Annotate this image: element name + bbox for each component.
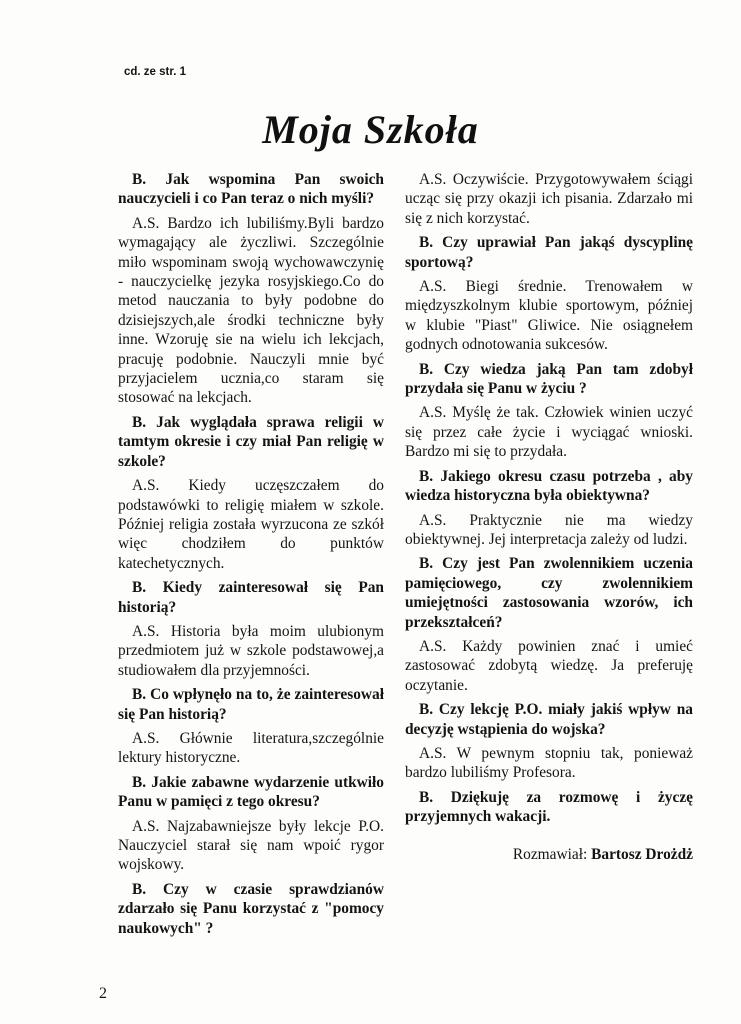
page-number: 2 <box>99 985 107 1002</box>
interview-answer: A.S. Myślę że tak. Człowiek winien uczyć się przez całe życie i wyciągać wnioski. Bardzo mi się to przydała. <box>405 404 693 461</box>
interview-question: B. Czy uprawiał Pan jakąś dyscyplinę sportową? <box>405 234 693 271</box>
interview-answer: A.S. Każdy powinien znać i umieć zastosować zdobytą wiedzę. Ja preferuję oczytanie. <box>405 637 693 694</box>
interview-question: B. Czy lekcję P.O. miały jakiś wpływ na decyzję wstąpienia do wojska? <box>405 701 693 738</box>
interview-answer: A.S. W pewnym stopniu tak, ponieważ bardzo lubiliśmy Profesora. <box>405 744 693 782</box>
interview-answer: A.S. Najzabawniejsze były lekcje P.O. Nauczyciel starał się nam wpoić rygor wojskowy. <box>118 817 384 874</box>
interview-question: B. Jak wspomina Pan swoich nauczycieli i co Pan teraz o nich myśli? <box>118 171 384 208</box>
signature-name: Bartosz Drożdż <box>591 845 693 863</box>
left-column <box>118 170 384 943</box>
signature <box>405 845 693 864</box>
right-column <box>405 170 693 869</box>
continuation-note: cd. ze str. 1 <box>124 66 187 78</box>
interview-answer: A.S. Praktycznie nie ma wiedzy obiektywnej. Jej interpretacja zależy od ludzi. <box>405 511 693 548</box>
interview-answer: A.S. Głównie literatura,szczególnie lektury historyczne. <box>118 729 384 767</box>
interview-question: B. Kiedy zainteresował się Pan historią? <box>118 579 384 616</box>
interview-question: B. Jak wyglądała sprawa religii w tamtym okresie i czy miał Pan religię w szkole? <box>118 413 384 470</box>
interview-answer: A.S. Oczywiście. Przygotowywałem ściągi ucząc się przy okazji ich pisania. Zdarzało mi się z nich korzystać. <box>405 171 693 227</box>
interview-question: B. Jakiego okresu czasu potrzeba , aby wiedza historyczna była obiektywna? <box>405 467 693 505</box>
interview-answer: A.S. Kiedy uczęszczałem do podstawówki to religię miałem w szkole. Później religia została wyrzucona ze szkół więc chodziłem do punktów katechetycznych. <box>118 477 384 572</box>
interview-answer: A.S. Bardzo ich lubiliśmy.Byli bardzo wymagający ale życzliwi. Szczególnie miło wspominam swoją wychowawczynię - nauczycielkę jezyka rosyjskiego.Co do metod nauczania to były podobne do dzisiejszych,ale środki techniczne były inne. Wzoruję sie na wielu ich lekcjach, pracuję podobnie. Nauczyli mnie być przyjacielem ucznia,co staram się stosować na lekcjach. <box>118 214 384 407</box>
interview-question: B. Co wpłynęło na to, że zainteresował się Pan historią? <box>118 686 384 723</box>
article-title: Moja Szkoła <box>262 107 479 152</box>
interview-question: B. Dziękuję za rozmowę i życzę przyjemnych wakacji. <box>405 788 693 826</box>
interview-question: B. Jakie zabawne wydarzenie utkwiło Panu w pamięci z tego okresu? <box>118 773 384 811</box>
interview-question: B. Czy jest Pan zwolennikiem uczenia pamięciowego, czy zwolennikiem umiejętności zastosowania wzorów, ich przekształceń? <box>405 555 693 631</box>
interview-question: B. Czy wiedza jaką Pan tam zdobył przydała się Panu w życiu ? <box>405 360 693 398</box>
interview-answer: A.S. Historia była moim ulubionym przedmiotem już w szkole podstawowej,a studiowałem dla przyjemności. <box>118 622 384 679</box>
interview-answer: A.S. Biegi średnie. Trenowałem w międzyszkolnym klubie sportowym, później w klubie "Piast" Gliwice. Nie osiągnełem godnych odnotowania sukcesów. <box>405 278 693 354</box>
signature-label: Rozmawiał: <box>512 845 588 863</box>
interview-question: B. Czy w czasie sprawdzianów zdarzało się Panu korzystać z "pomocy naukowych" ? <box>118 880 384 937</box>
